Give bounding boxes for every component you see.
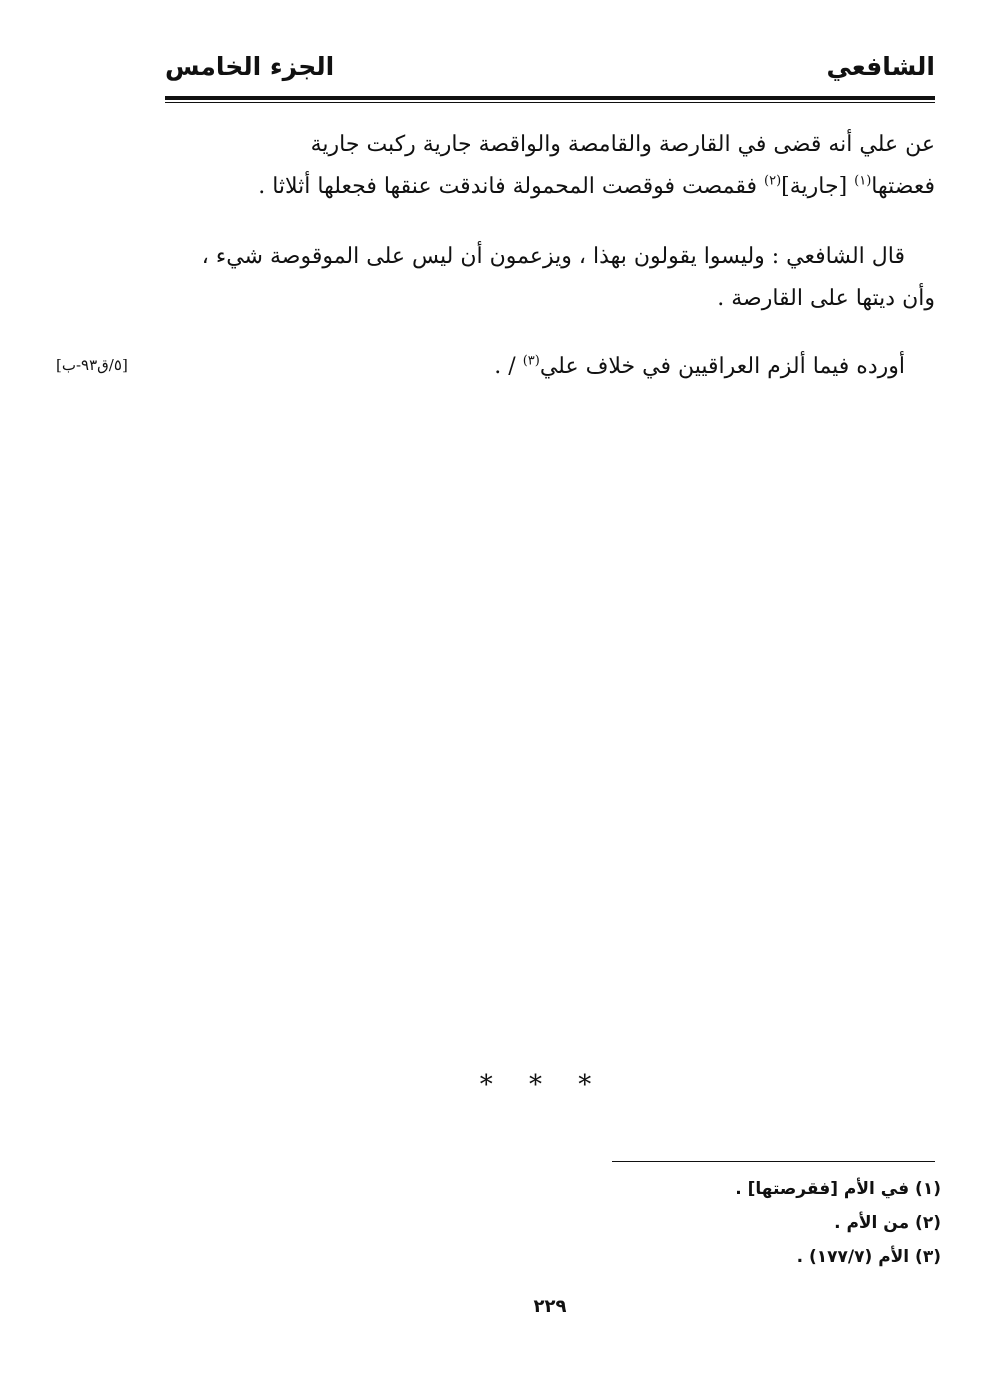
running-head-volume: الجزء الخامس [165, 52, 335, 81]
para2-line1: قال الشافعي : وليسوا يقولون بهذا ، ويزعمون أن ليس على الموقوصة شيء ، [201, 244, 905, 269]
para1-line2-start: فعضتها [871, 174, 935, 199]
section-ornament: * * * [479, 1070, 606, 1100]
footnote-separator [612, 1161, 935, 1162]
paragraph-source-note [165, 346, 935, 388]
header-rule-thick [165, 96, 935, 100]
para1-line1: عن علي أنه قضى في القارصة والقامصة والواقصة جارية ركبت جارية [310, 132, 935, 157]
footnote-item: (٢) من الأم . [834, 1213, 941, 1233]
footnote-ref-1: (١) [854, 173, 872, 189]
running-head-book-title: الشافعي [826, 52, 935, 81]
para1-line2-bracket: [جارية] [781, 174, 855, 199]
manuscript-folio-note: [٥/ق٩٣-ب] [56, 356, 128, 374]
para3-text: أورده فيما ألزم العراقيين في خلاف علي [539, 354, 905, 379]
footnote-item: (١) في الأم [فقرصتها] . [735, 1179, 941, 1199]
footnote-ref-3: (٣) [522, 353, 540, 369]
para1-line2-end: فقمصت فوقصت المحمولة فاندقت عنقها فجعلها أثلاثا . [258, 174, 764, 199]
footnote-ref-2: (٢) [764, 173, 782, 189]
page-number: ٢٢٩ [533, 1296, 567, 1317]
para2-line2: وأن ديتها على القارصة . [717, 286, 935, 311]
paragraph-ali-ruling [165, 124, 935, 208]
header-rule-thin [165, 102, 935, 103]
paragraph-shafii-comment [165, 236, 935, 320]
para3-text-end: / . [494, 354, 523, 379]
footnote-item: (٣) الأم (١٧٧/٧) . [796, 1247, 941, 1267]
footnotes-list [735, 1172, 941, 1274]
